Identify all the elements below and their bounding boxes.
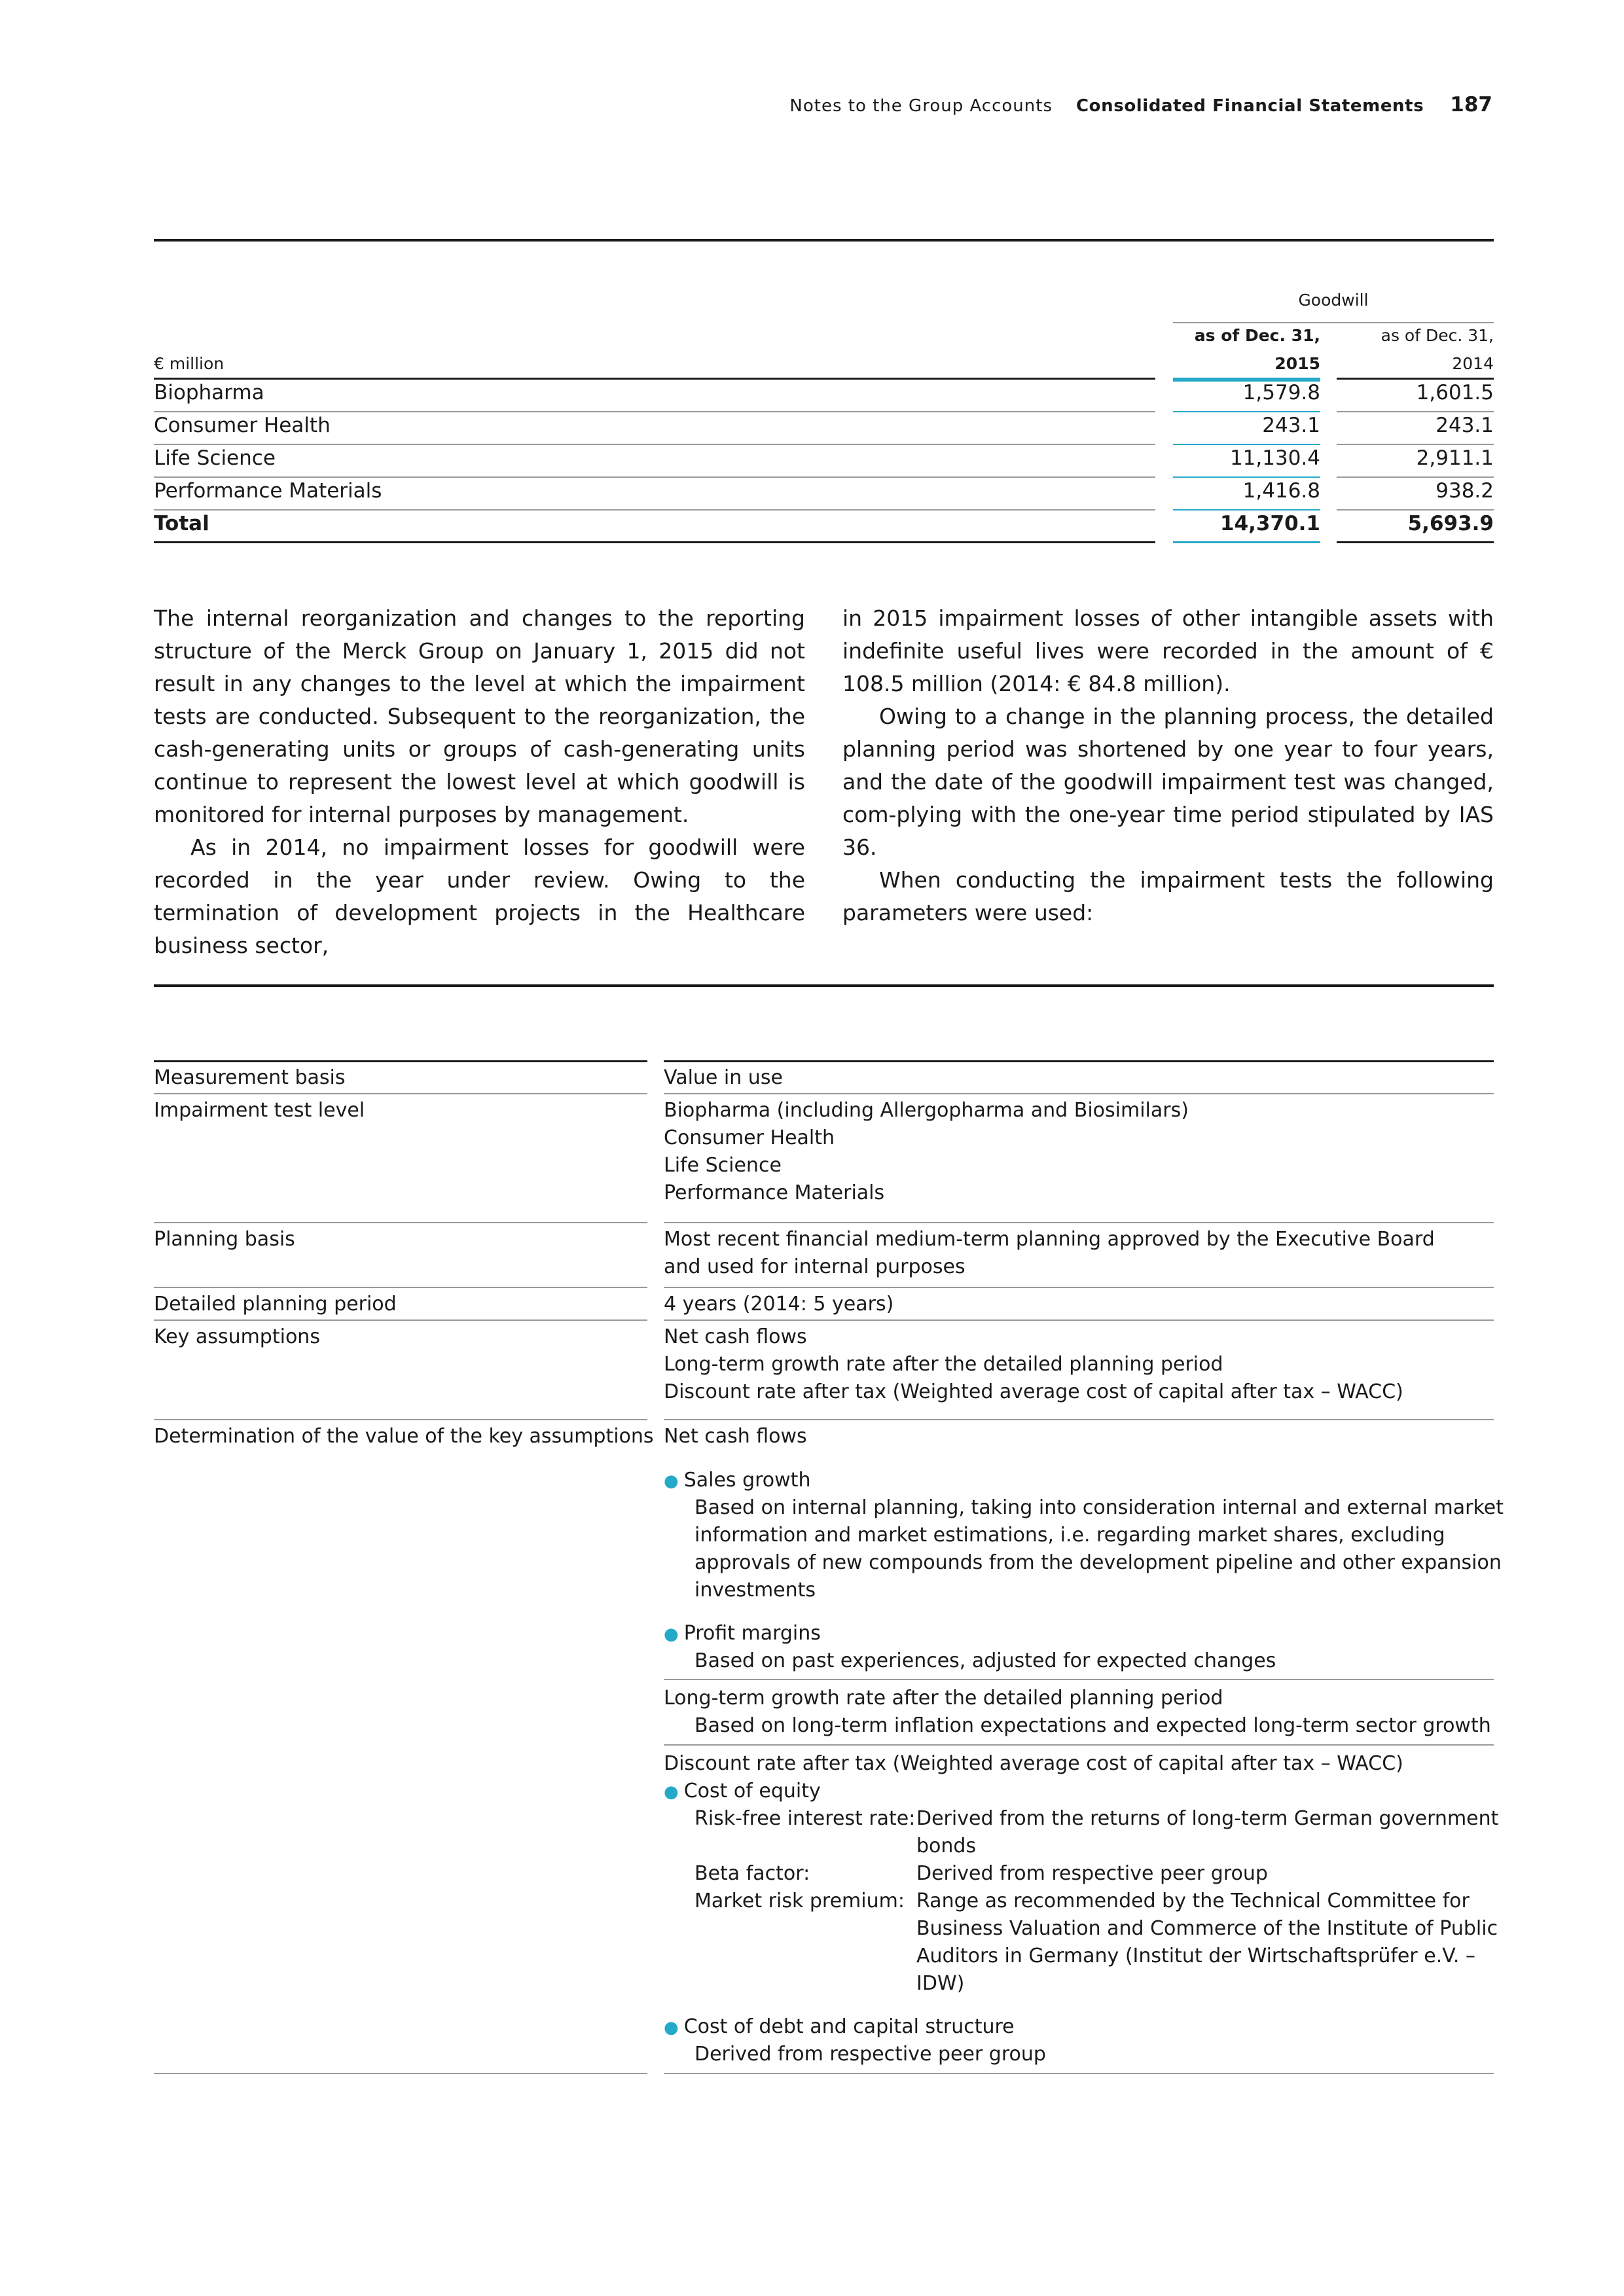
bullet-icon: ● [664, 1471, 679, 1491]
goodwill-group-header: Goodwill [1298, 291, 1369, 310]
paragraph: When conducting the impairment tests the following parameters were used: [842, 867, 1494, 925]
net-cash-flows-heading: Net cash flows [664, 1425, 807, 1448]
beta-text: Derived from respective peer group [916, 1862, 1268, 1885]
row-label-performance-materials: Performance Materials [154, 479, 382, 503]
sales-growth-text: investments [695, 1579, 816, 1602]
value-2015-life-science: 11,130.4 [1229, 446, 1320, 470]
value-2015-performance-materials: 1,416.8 [1242, 479, 1320, 503]
section-name: Notes to the Group Accounts [789, 96, 1053, 116]
ltg-text: Based on long-term inflation expectations and expected long-term sector growth [695, 1714, 1491, 1737]
impairment-level-label: Impairment test level [154, 1099, 365, 1122]
row-rule [1173, 509, 1320, 511]
paragraph: Owing to a change in the planning process, the detailed planning period was shortened by one year to four years, and the date of the goodwill impairment test was changed, com-plying with the one-year time period stipulated by IAS 36. [842, 704, 1494, 860]
bullet-icon: ● [664, 1624, 679, 1644]
paragraph: As in 2014, no impairment losses for goodwill were recorded in the year under review. Owing to the termination of development projects in the Healthcare business sector, [154, 834, 805, 958]
profit-margins-heading: Profit margins [683, 1622, 821, 1645]
row-rule [1173, 476, 1320, 478]
table-top-rule [154, 1060, 647, 1062]
planning-basis-label: Planning basis [154, 1228, 295, 1251]
row-rule [664, 1287, 1494, 1288]
sub-rule [664, 1744, 1494, 1746]
col-header-2015-line2: 2015 [1274, 354, 1320, 373]
body-column-right [842, 602, 1494, 929]
value-2014-consumer-health: 243.1 [1435, 414, 1494, 437]
header-rule-2014 [1337, 378, 1494, 380]
total-rule [1173, 541, 1320, 543]
row-label-biopharma: Biopharma [154, 381, 264, 404]
cost-of-equity-heading: Cost of equity [683, 1780, 821, 1803]
risk-free-text: bonds [916, 1835, 977, 1857]
row-rule [1173, 411, 1320, 412]
row-rule [154, 1419, 647, 1420]
row-rule [154, 509, 1155, 511]
row-rule [154, 1222, 647, 1223]
sub-rule [664, 1679, 1494, 1680]
sales-growth-text: approvals of new compounds from the development pipeline and other expansion [695, 1551, 1502, 1574]
row-rule [1337, 411, 1494, 412]
row-rule [154, 1093, 647, 1094]
ltg-heading: Long-term growth rate after the detailed planning period [664, 1687, 1223, 1710]
sales-growth-text: Based on internal planning, taking into consideration internal and external market [695, 1496, 1504, 1519]
measurement-basis-value: Value in use [664, 1066, 783, 1089]
row-rule [664, 1093, 1494, 1094]
row-rule [664, 1222, 1494, 1223]
group-header-rule [1173, 322, 1494, 323]
document-title: Consolidated Financial Statements [1076, 96, 1424, 116]
value-2015-consumer-health: 243.1 [1262, 414, 1320, 437]
planning-basis-value: Most recent financial medium-term planning approved by the Executive Board [664, 1228, 1435, 1251]
value-2015-biopharma: 1,579.8 [1242, 381, 1320, 404]
bullet-icon: ● [664, 2018, 679, 2037]
table-bottom-rule [154, 2073, 647, 2074]
top-rule [154, 239, 1494, 242]
row-label-life-science: Life Science [154, 446, 276, 470]
total-rule [1337, 541, 1494, 543]
key-assumption-item: Discount rate after tax (Weighted average cost of capital after tax – WACC) [664, 1380, 1403, 1403]
body-column-left [154, 602, 805, 962]
unit-label: € million [154, 354, 225, 373]
mrp-text: Range as recommended by the Technical Committee for [916, 1890, 1470, 1912]
running-header [789, 93, 1492, 119]
header-rule [154, 378, 1155, 380]
row-rule [154, 1319, 647, 1321]
impairment-level-item: Performance Materials [664, 1181, 885, 1204]
col-header-2014-line1: as of Dec. 31, [1380, 326, 1494, 345]
paragraph: The internal reorganization and changes to the reporting structure of the Merck Group on January 1, 2015 did not result in any changes to the level at which the impairment tests are conducted. Subsequent to the reorganization, the cash-generating units or groups of cash-generating units continue to represent the lowest level at which goodwill is monitored for internal purposes by management. [154, 605, 805, 827]
profit-margins-text: Based on past experiences, adjusted for expected changes [695, 1649, 1276, 1672]
cost-of-debt-text: Derived from respective peer group [695, 2043, 1046, 2066]
cost-of-equity-item [664, 1778, 821, 1806]
row-rule [154, 411, 1155, 412]
col-header-2015-line1: as of Dec. 31, [1194, 326, 1320, 345]
row-rule [1337, 476, 1494, 478]
row-rule [154, 444, 1155, 445]
risk-free-text: Derived from the returns of long-term German government [916, 1807, 1499, 1830]
row-rule [154, 476, 1155, 478]
value-2014-performance-materials: 938.2 [1435, 479, 1494, 503]
value-2014-biopharma: 1,601.5 [1416, 381, 1494, 404]
section-rule [154, 984, 1494, 987]
mrp-text: IDW) [916, 1972, 965, 1995]
row-rule [1337, 444, 1494, 445]
mrp-label: Market risk premium: [695, 1890, 905, 1912]
sales-growth-item [664, 1467, 810, 1495]
key-assumptions-label: Key assumptions [154, 1325, 320, 1348]
discount-heading: Discount rate after tax (Weighted average cost of capital after tax – WACC) [664, 1752, 1403, 1775]
mrp-text: Auditors in Germany (Institut der Wirtschaftsprüfer e.V. – [916, 1945, 1475, 1967]
sales-growth-heading: Sales growth [683, 1469, 811, 1492]
table-top-rule [664, 1060, 1494, 1062]
cost-of-debt-heading: Cost of debt and capital structure [683, 2015, 1015, 2038]
measurement-basis-label: Measurement basis [154, 1066, 346, 1089]
row-label-total: Total [154, 512, 209, 535]
impairment-level-item: Biopharma (including Allergopharma and Biosimilars) [664, 1099, 1189, 1122]
bullet-icon: ● [664, 1782, 679, 1802]
sales-growth-text: information and market estimations, i.e. regarding market shares, excluding [695, 1524, 1445, 1547]
planning-period-label: Detailed planning period [154, 1293, 397, 1316]
value-2014-life-science: 2,911.1 [1416, 446, 1494, 470]
row-rule [664, 1319, 1494, 1321]
cost-of-debt-item [664, 2013, 1015, 2041]
mrp-text: Business Valuation and Commerce of the Institute of Public [916, 1917, 1498, 1940]
key-assumption-item: Net cash flows [664, 1325, 807, 1348]
impairment-level-item: Consumer Health [664, 1126, 835, 1149]
beta-label: Beta factor: [695, 1862, 810, 1885]
value-2014-total: 5,693.9 [1407, 512, 1494, 535]
row-rule [1173, 444, 1320, 445]
total-rule [154, 541, 1155, 543]
value-2015-total: 14,370.1 [1220, 512, 1320, 535]
row-rule [1337, 509, 1494, 511]
impairment-level-item: Life Science [664, 1154, 782, 1177]
row-rule [154, 1287, 647, 1288]
risk-free-label: Risk-free interest rate: [695, 1807, 916, 1830]
table-bottom-rule [664, 2073, 1494, 2074]
planning-period-value: 4 years (2014: 5 years) [664, 1293, 894, 1316]
paragraph: in 2015 impairment losses of other intangible assets with indefinite useful lives were recorded in the amount of € 108.5 million (2014: € 84.8 million). [842, 605, 1494, 696]
determination-label: Determination of the value of the key assumptions [154, 1425, 654, 1448]
col-header-2014-line2: 2014 [1452, 354, 1494, 373]
page-number: 187 [1450, 93, 1492, 117]
planning-basis-value: and used for internal purposes [664, 1255, 965, 1278]
row-label-consumer-health: Consumer Health [154, 414, 331, 437]
key-assumption-item: Long-term growth rate after the detailed planning period [664, 1353, 1223, 1376]
row-rule [664, 1419, 1494, 1420]
profit-margins-item [664, 1620, 821, 1648]
